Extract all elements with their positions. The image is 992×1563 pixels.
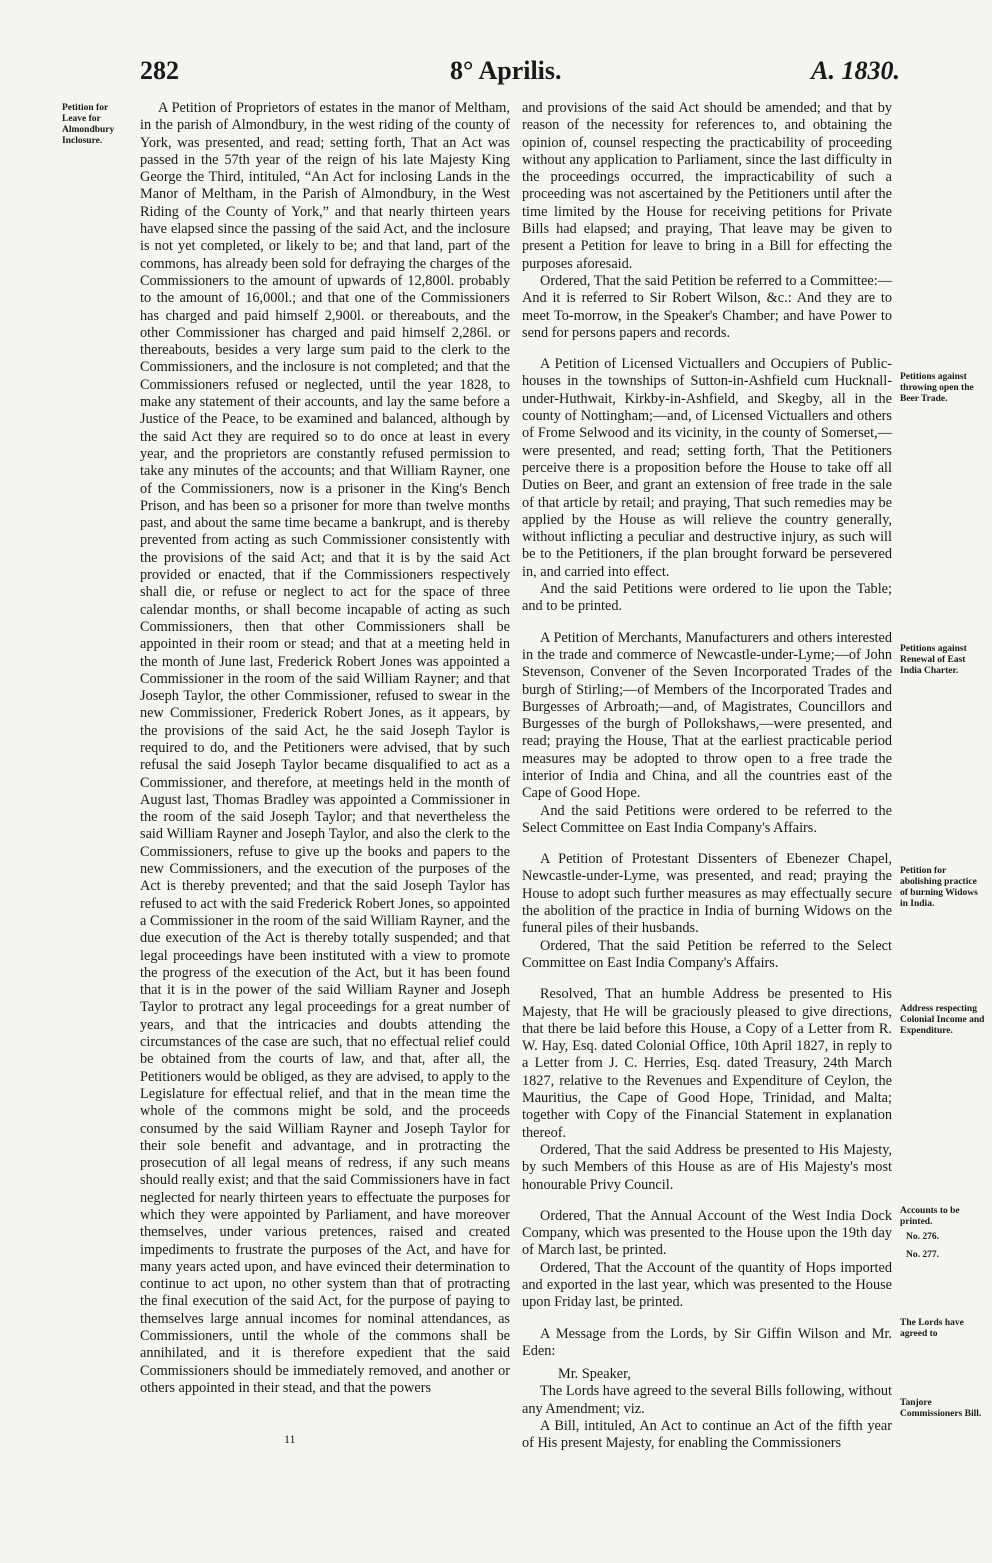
paragraph-lords-message: A Message from the Lords, by Sir Giffin Wilson and Mr. Eden: [522, 1325, 892, 1359]
paragraph-widows-ordered: Ordered, That the said Petition be referred to the Select Committee on East India Company's Affairs. [522, 937, 892, 971]
page-date: 8° Aprilis. [450, 56, 562, 85]
right-column [522, 100, 892, 1453]
margin-note-no276: No. 276. [906, 1232, 939, 1242]
margin-note-accounts: Accounts to be printed. [900, 1206, 960, 1227]
signature-mark: 11 [284, 1432, 296, 1446]
paragraph-east-india-petition: A Petition of Merchants, Manufacturers and others interested in the trade and commerce of Newcastle-under-Lyme;—of John Stevenson, Convener of the Seven Incorporated Trades of the burgh of Stirling;—of Members of the Incorporated Trades and Burgesses of Arbroath;—and, of Magistrates, Councillors and Burgesses of the burgh of Pollokshaws,—were presented, and read; praying the House, That at the earliest practicable period measures may be adopted to throw open to a free trade the interior of India and China, and all the countries east of the Cape of Good Hope. [522, 629, 892, 802]
margin-note-no277: No. 277. [906, 1250, 939, 1260]
paragraph-address-ordered: Ordered, That the said Address be presented to His Majesty, by such Members of this House as are of His Majesty's most honourable Privy Council. [522, 1141, 892, 1193]
paragraph-petition-continued: and provisions of the said Act should be amended; and that by reason of the necessity for references to, and obtaining the opinion of, counsel respecting the practicability of proceeding without any application to Parliament, since the last difficulty in the proceedings occurred, the impracticability of such a proceeding was not ascertained by the Petitioners until after the time limited by the House for receiving petitions for Private Bills had elapsed; and praying, That leave may be given to present a Petition for leave to bring in a Bill for effecting the purposes aforesaid. [522, 100, 892, 272]
page-number: 282 [140, 56, 179, 85]
margin-note-colonial: Address respecting Colonial Income and Expenditure. [900, 1004, 985, 1036]
paragraph-west-india-account: Ordered, That the Annual Account of the West India Dock Company, which was presented to the House upon the 19th day of March last, be printed. [522, 1207, 892, 1259]
paragraph-address-resolved: Resolved, That an humble Address be presented to His Majesty, that He will be graciously pleased to give directions, that there be laid before this House, a Copy of a Letter from R. W. Hay, Esq. dated Colonial Office, 10th April 1827, in reply to a Letter from J. C. Herries, Esq. dated Treasury, 24th March 1827, relative to the Revenues and Expenditure of Ceylon, the Mauritius, the Cape of Good Hope, Trinidad, and Malta; together with Copy of the Financial Statement in explanation thereof. [522, 986, 892, 1141]
paragraph-lords-agreed: The Lords have agreed to the several Bills following, without any Amendment; viz. [522, 1383, 892, 1417]
margin-note-east-india: Petitions against Renewal of East India Charter. [900, 644, 967, 676]
paragraph-mr-speaker: Mr. Speaker, [558, 1366, 631, 1383]
paragraph-almondbury-petition: A Petition of Proprietors of estates in the manor of Meltham, in the parish of Almondbury, in the west riding of the county of York, was presented, and read; setting forth, That an Act was passed in the 57th year of the reign of his late Majesty King George the Third, intituled, “An Act for inclosing Lands in the Manor of Meltham, in the Parish of Almondbury, in the West Riding of the County of York,” and that nearly thirteen years have elapsed since the passing of the said Act, and the inclosure is not yet completed, or likely to be; and that land, part of the commons, has already been sold for defraying the charges of the Commissioners to the amount of upwards of 12,800l. probably to the amount of 16,000l.; and that one of the Commissioners has charged and paid himself 2,900l. or thereabouts, and the other Commissioner has charged and paid himself 2,286l. or thereabouts, besides a very large sum paid to the clerk to the Commissioners, and the inclosure is not completed; and that the Commissioners refused or neglected, until the year 1828, to make any statement of their accounts, and lay the same before a Justice of the Peace, to be examined and balanced, although by the said Act they are required so to do once at least in every year, and the proprietors are constantly refused permission to take any minutes of the accounts; and that William Rayner, one of the Commissioners, now is a prisoner in the King's Bench Prison, and has been so a prisoner for more than twelve months past, and about the same time became a bankrupt, and is thereby prevented from acting as such Commissioner consistently with the provisions of the said Act; and that it is by the said Act provided or enacted, that if the Commissioners respectively shall die, or refuse or neglect to act for the space of three calendar months, or shall become incapable of acting as such Commissioners, then that other Commissioners shall be appointed in their room or stead; and that at a meeting held in the month of June last, Frederick Robert Jones was appointed a Commissioner in the room of the said William Rayner; and that Joseph Taylor, the other Commissioner, refused to swear in the new Commissioner, Frederick Robert Jones, as it appears, by the provisions of the said Act, he the said Joseph Taylor is required to do, and the Petitioners were advised, that by such refusal the said Joseph Taylor became disqualified to act as a Commissioner, and therefore, at meetings held in the month of August last, Thomas Bradley was appointed a Commissioner in the room of the said Joseph Taylor; and that nevertheless the said William Rayner and Joseph Taylor, and also the clerk to the Commissioners, refuse to give up the books and papers to the new Commissioners, and the execution of the purposes of the Act is thereby prevented; and that the said Joseph Taylor has refused to act with the said Frederick Robert Jones, so appointed a Commissioner in the room of the said William Rayner, and the due execution of the Act is thereby totally suspended; and that legal proceedings have been instituted with a view to promote the progress of the execution of the Act, but it has been found that it is in the power of the said William Rayner and Joseph Taylor to protract any legal proceedings for a great number of years, and that the intricacies and doubts attending the circumstances of the case are such, that no effectual relief could be obtained from the courts of law, and that, after all, the Petitioners would be obliged, as they are advised, to apply to the Legislature for effectual relief, and that in the mean time the whole of the commons might be sold, and the proceeds consumed by the said William Rayner and Joseph Taylor for their sole benefit and advantage, and in protracting the prosecution of all legal means of redress, if any such means should really exist; and that the said Commissioners have in fact neglected for nearly thirteen years to effectuate the purposes for which they were appointed by Parliament, and have moreover themselves, under various pretences, raised and created impediments to frustrate the purposes of the Act, and have for many years acted upon, and have evinced their determination to continue to act upon, no other system than that of protracting the final execution of the said Act, for the purpose of paying to themselves large annual incomes for nominal attendances, as Commissioners, until the whole of the commons shall be annihilated, and it is therefore expedient that the said Commissioners should be immediately removed, and another or others appointed in their stead, and that the powers [140, 100, 510, 1396]
left-column [140, 100, 510, 1397]
paragraph-hops-account: Ordered, That the Account of the quantity of Hops imported and exported in the last year, which was presented to the House upon Friday last, be printed. [522, 1259, 892, 1311]
paragraph-ordered-committee: Ordered, That the said Petition be referred to a Committee:—And it is referred to Sir Robert Wilson, &c.: And they are to meet To-morrow, in the Speaker's Chamber; and have Power to send for persons papers and records. [522, 272, 892, 341]
paragraph-east-india-ordered: And the said Petitions were ordered to be referred to the Select Committee on East India Company's Affairs. [522, 802, 892, 836]
page-header [140, 56, 900, 96]
paragraph-widows-petition: A Petition of Protestant Dissenters of Ebenezer Chapel, Newcastle-under-Lyme, was presented, and read; praying the House to adopt such further measures as may effectually secure the abolition of the practice in India of burning Widows on the funeral piles of their husbands. [522, 851, 892, 937]
margin-note-almondbury: Petition for Leave for Almondbury Inclosure. [62, 103, 115, 146]
margin-note-widows: Petition for abolishing practice of burning Widows in India. [900, 866, 978, 909]
margin-note-beer-trade: Petitions against throwing open the Beer Trade. [900, 372, 974, 404]
paragraph-beer-ordered: And the said Petitions were ordered to lie upon the Table; and to be printed. [522, 581, 892, 615]
page-year: A. 1830. [811, 56, 900, 85]
paragraph-beer-petition: A Petition of Licensed Victuallers and Occupiers of Public-houses in the townships of Sutton-in-Ashfield cum Hucknall-under-Huthwait, Kirkby-in-Ashfield, and Skegby, all in the county of Nottingham;—and, of Licensed Victuallers and others of Frome Selwood and its vicinity, in the county of Somerset,—were presented, and read; setting forth, That the Petitioners perceive there is a proposition before the House to take off all Duties on Beer, and grant an extension of free trade in the sale of that article by retail; and praying, That such remedies may be applied by the House as will relieve the country generally, without inflicting a peculiar and destructive injury, as such will be to the Petitioners, if the plan brought forward be persevered in, and carried into effect. [522, 356, 892, 580]
margin-note-tanjore: Tanjore Commissioners Bill. [900, 1398, 982, 1419]
paragraph-bill-intituled: A Bill, intituled, An Act to continue an Act of the fifth year of His present Majesty, for enabling the Commissioners [522, 1418, 892, 1452]
margin-note-lords: The Lords have agreed to [900, 1318, 964, 1339]
